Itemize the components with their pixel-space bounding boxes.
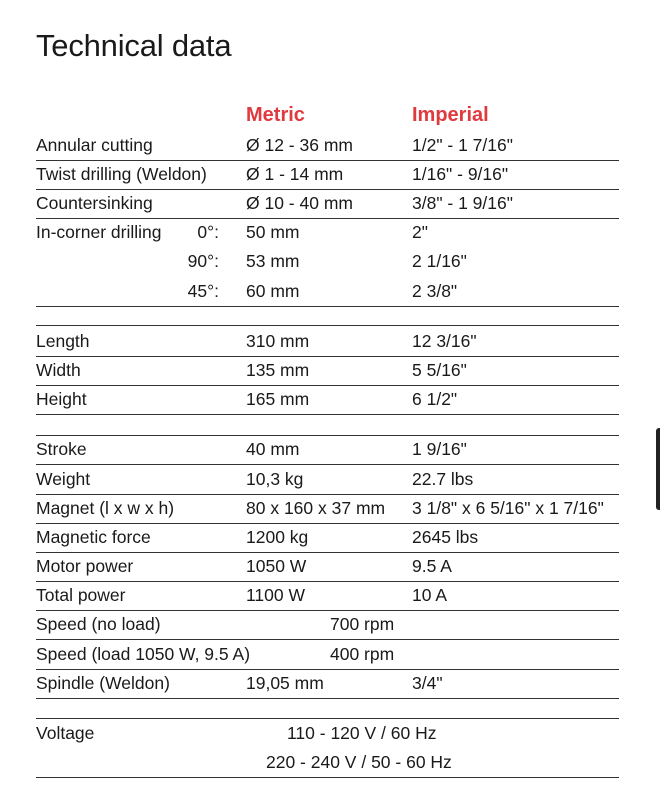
row-label: Countersinking	[36, 193, 153, 213]
metric-value: Ø 1 - 14 mm	[246, 164, 344, 184]
row-label: Motor power	[36, 556, 134, 576]
metric-value: 60 mm	[246, 281, 300, 301]
metric-value: 310 mm	[246, 331, 310, 351]
metric-value: 1200 kg	[246, 527, 309, 547]
table-row	[36, 494, 619, 524]
imperial-value: 3 1/8" x 6 5/16" x 1 7/16"	[412, 498, 604, 518]
section-divider	[36, 297, 619, 326]
imperial-value: 3/4"	[412, 673, 443, 693]
imperial-value: 5 5/16"	[412, 360, 467, 380]
metric-value: Ø 10 - 40 mm	[246, 193, 353, 213]
metric-value: 40 mm	[246, 439, 300, 459]
metric-value: 53 mm	[246, 251, 300, 271]
imperial-value: 2 1/16"	[412, 251, 467, 271]
angle-label: 0°:	[197, 222, 219, 242]
metric-value: 165 mm	[246, 389, 310, 409]
row-label: Spindle (Weldon)	[36, 673, 170, 693]
imperial-value: 1/2" - 1 7/16"	[412, 135, 513, 155]
row-label: Stroke	[36, 439, 87, 459]
row-label: Total power	[36, 585, 126, 605]
metric-value: 10,3 kg	[246, 469, 304, 489]
table-row	[36, 610, 619, 640]
angle-label: 90°:	[187, 251, 219, 271]
table-row	[36, 435, 619, 465]
imperial-value: 12 3/16"	[412, 331, 477, 351]
row-label: Length	[36, 331, 90, 351]
imperial-value: 2 3/8"	[412, 281, 458, 301]
table-row	[36, 640, 619, 670]
row-label: Twist drilling (Weldon)	[36, 164, 207, 184]
table-row	[36, 581, 619, 611]
table-row	[36, 523, 619, 553]
section-divider	[36, 690, 619, 719]
row-label: Speed (load 1050 W, 9.5 A)	[36, 644, 251, 664]
metric-value: 1050 W	[246, 556, 307, 576]
metric-header: Metric	[246, 104, 305, 126]
section-divider	[36, 406, 619, 436]
metric-value: 1100 W	[246, 585, 306, 605]
row-label: Magnet (l x w x h)	[36, 498, 175, 518]
speed-value: 400 rpm	[330, 644, 395, 664]
table-row	[36, 356, 619, 386]
table-row	[36, 465, 619, 495]
imperial-value: 1/16" - 9/16"	[412, 164, 509, 184]
row-label: Width	[36, 360, 81, 380]
angle-label: 45°:	[187, 281, 219, 301]
imperial-value: 2645 lbs	[412, 527, 479, 547]
table-row	[36, 748, 619, 778]
table-row	[36, 189, 619, 219]
row-label: In-corner drilling	[36, 222, 162, 242]
imperial-value: 22.7 lbs	[412, 469, 474, 489]
metric-value: Ø 12 - 36 mm	[246, 135, 353, 155]
table-row	[36, 131, 619, 161]
metric-value: 80 x 160 x 37 mm	[246, 498, 386, 518]
speed-value: 700 rpm	[330, 614, 395, 634]
table-row	[36, 218, 619, 247]
imperial-header: Imperial	[412, 104, 489, 126]
row-label: Speed (no load)	[36, 614, 161, 634]
table-row	[36, 552, 619, 582]
page-title: Technical data	[36, 28, 232, 63]
table-row	[36, 327, 619, 357]
imperial-value: 6 1/2"	[412, 389, 458, 409]
row-label: Height	[36, 389, 87, 409]
metric-value: 50 mm	[246, 222, 300, 242]
row-label: Voltage	[36, 723, 95, 743]
table-row	[36, 160, 619, 190]
imperial-value: 3/8" - 1 9/16"	[412, 193, 513, 213]
metric-value: 135 mm	[246, 360, 310, 380]
table-row	[36, 247, 619, 276]
row-label: Annular cutting	[36, 135, 153, 155]
voltage-value: 110 - 120 V / 60 Hz	[287, 723, 437, 743]
row-label: Weight	[36, 469, 91, 489]
table-row	[36, 719, 619, 748]
metric-value: 19,05 mm	[246, 673, 324, 693]
imperial-value: 2"	[412, 222, 428, 242]
imperial-value: 1 9/16"	[412, 439, 467, 459]
imperial-value: 9.5 A	[412, 556, 452, 576]
voltage-value: 220 - 240 V / 50 - 60 Hz	[266, 752, 452, 772]
imperial-value: 10 A	[412, 585, 448, 605]
row-label: Magnetic force	[36, 527, 151, 547]
page-edge-tab	[656, 428, 660, 510]
